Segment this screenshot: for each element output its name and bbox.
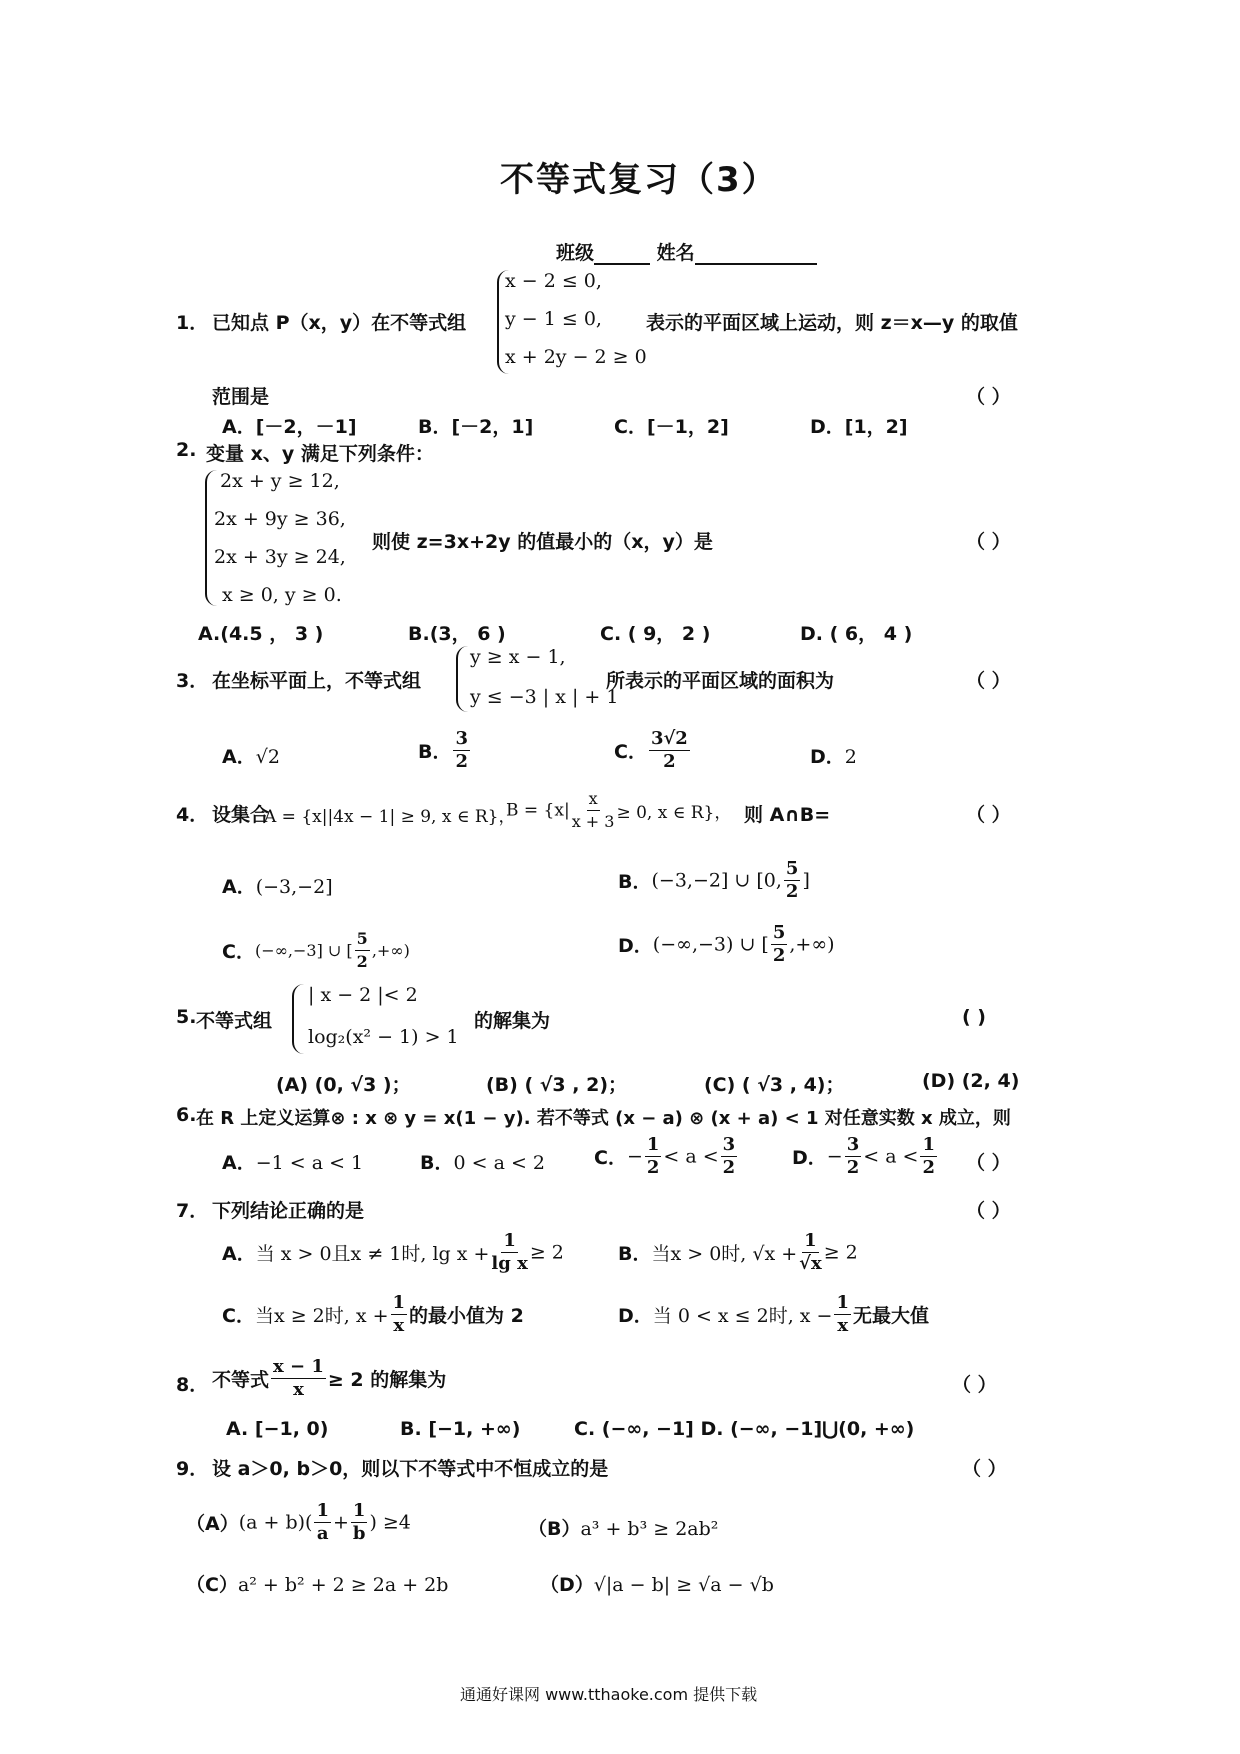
q7-option-a-label: A． bbox=[222, 1243, 256, 1265]
q4-text-b: 则 A∩B= bbox=[744, 804, 831, 826]
q3-brace bbox=[456, 646, 468, 712]
q4-option-c-label: C． bbox=[222, 941, 255, 963]
q6-answer-paren[interactable]: （ ） bbox=[966, 1152, 1011, 1174]
q9-option-b-value: a³ + b³ ≥ 2ab² bbox=[580, 1518, 719, 1540]
q1-option-b[interactable]: B．[－2，1] bbox=[418, 416, 534, 438]
q9-option-d-value: √|a − b| ≥ √a − √b bbox=[593, 1574, 774, 1596]
q4-set-b: B = {x| $\frac{x}{x + 3}$ ≥ 0, x ∈ R}， bbox=[506, 789, 732, 831]
q6-option-b[interactable] bbox=[420, 1148, 545, 1175]
q3-ineq-2: y ≤ −3 | x | + 1 bbox=[470, 686, 619, 708]
q8-option-a[interactable]: A. [−1, 0) bbox=[226, 1418, 329, 1440]
q7-number: 7． bbox=[176, 1200, 209, 1222]
q9-answer-paren[interactable]: （ ） bbox=[962, 1458, 1007, 1480]
q2-number: 2. bbox=[176, 439, 197, 461]
q4-option-d-label: D． bbox=[618, 935, 653, 957]
q4-set-b-frac: $\frac{x}{x + 3}$ bbox=[571, 789, 615, 831]
name-blank[interactable] bbox=[695, 243, 817, 265]
q2-option-d[interactable]: D. ( 6， 4 ) bbox=[800, 623, 913, 645]
q8-answer-paren[interactable]: （ ） bbox=[952, 1374, 997, 1396]
q6-option-d-frac-2: $\frac{1}{2}$ bbox=[922, 1134, 936, 1178]
q2-ineq-1: 2x + y ≥ 12, bbox=[220, 470, 340, 492]
q3-option-a[interactable] bbox=[222, 742, 280, 769]
q4-option-c[interactable]: C．(−∞,−3] ∪ [ $\frac{5}{2}$ ,+∞) bbox=[222, 929, 410, 971]
q2-text-b: 则使 z=3x+2y 的值最小的（x，y）是 bbox=[372, 531, 713, 553]
q9-option-d-label: （D） bbox=[540, 1574, 594, 1596]
q9-option-a[interactable]: （A）(a + b)( $\frac{1}{a}$ + $\frac{1}{b}$ ) ≥4 bbox=[186, 1500, 411, 1544]
q4-answer-paren[interactable]: （ ） bbox=[966, 804, 1011, 826]
q6-text: 在 R 上定义运算⊗ : x ⊗ y = x(1 − y). 若不等式 (x − a) ⊗ (x + a) < 1 对任意实数 x 成立，则 bbox=[196, 1108, 1011, 1129]
q4-option-a[interactable] bbox=[222, 872, 333, 899]
q3-text: 在坐标平面上，不等式组 bbox=[212, 670, 422, 692]
q4-option-a-value: (−3,−2] bbox=[255, 876, 333, 898]
q9-option-c-value: a² + b² + 2 ≥ 2a + 2b bbox=[237, 1574, 449, 1596]
q9-option-a-frac-2: $\frac{1}{b}$ bbox=[352, 1500, 366, 1544]
q5-option-a[interactable]: (A) (0, √3 )； bbox=[276, 1074, 411, 1096]
q4-number: 4． bbox=[176, 804, 209, 826]
q3-option-b-label: B． bbox=[418, 741, 452, 763]
q2-ineq-4: x ≥ 0, y ≥ 0. bbox=[222, 584, 342, 606]
q2-ineq-2: 2x + 9y ≥ 36, bbox=[214, 508, 346, 530]
q6-option-a[interactable] bbox=[222, 1148, 363, 1175]
q3-option-b[interactable] bbox=[418, 728, 472, 773]
q1-text-b: 表示的平面区域上运动，则 z＝x—y 的取值 bbox=[646, 312, 1018, 334]
q4-text: 设集合 bbox=[212, 804, 270, 826]
q5-ineq-1: | x − 2 |< 2 bbox=[308, 984, 418, 1006]
q7-option-d-label: D． bbox=[618, 1305, 653, 1327]
q2-option-a[interactable]: A.(4.5 ， 3 ) bbox=[198, 623, 324, 645]
q9-option-b-label: （B） bbox=[528, 1518, 581, 1540]
q9-option-a-label: （A） bbox=[186, 1513, 239, 1535]
q5-number: 5. bbox=[176, 1006, 197, 1028]
q9-option-b[interactable] bbox=[528, 1514, 718, 1541]
q1-text: 已知点 P（x，y）在不等式组 bbox=[212, 312, 467, 334]
q5-option-d[interactable]: (D) (2, 4) bbox=[922, 1070, 1020, 1092]
class-name-line bbox=[556, 238, 817, 265]
q5-option-c[interactable]: (C) ( √3 , 4)； bbox=[704, 1074, 845, 1096]
q7-answer-paren[interactable]: （ ） bbox=[966, 1200, 1011, 1222]
q5-text-b: 的解集为 bbox=[474, 1010, 551, 1032]
q3-option-a-value: √2 bbox=[255, 746, 280, 768]
q9-option-a-frac-1: $\frac{1}{a}$ bbox=[316, 1500, 329, 1544]
q1-number: 1． bbox=[176, 312, 209, 334]
q1-text-c: 范围是 bbox=[212, 386, 270, 408]
q3-text-b: 所表示的平面区域的面积为 bbox=[606, 670, 835, 692]
q5-ineq-2: log₂(x² − 1) > 1 bbox=[308, 1026, 459, 1048]
q4-option-c-frac: $\frac{5}{2}$ bbox=[356, 929, 368, 971]
name-label: 姓名 bbox=[656, 242, 695, 264]
q3-ineq-1: y ≥ x − 1, bbox=[470, 646, 566, 668]
q8-frac: $\frac{x - 1}{x}$ bbox=[273, 1356, 324, 1400]
q1-option-a[interactable]: A．[－2，－1] bbox=[222, 416, 357, 438]
q6-option-c-frac-1: $\frac{1}{2}$ bbox=[646, 1134, 660, 1178]
q9-option-c[interactable] bbox=[186, 1570, 448, 1597]
q1-ineq-2: y − 1 ≤ 0, bbox=[505, 308, 602, 330]
q7-option-d-frac: $\frac{1}{x}$ bbox=[836, 1292, 849, 1336]
q6-option-c-label: C． bbox=[594, 1147, 627, 1169]
page-footer: 通通好课网 www.tthaoke.com 提供下载 bbox=[460, 1685, 758, 1704]
q7-option-c[interactable]: C．当x ≥ 2时, x + $\frac{1}{x}$ 的最小值为 2 bbox=[222, 1292, 524, 1336]
q9-option-c-label: （C） bbox=[186, 1574, 238, 1596]
q7-option-c-frac: $\frac{1}{x}$ bbox=[392, 1292, 406, 1336]
q6-number: 6. bbox=[176, 1104, 197, 1126]
q6-option-c[interactable]: C．− $\frac{1}{2}$ < a < $\frac{3}{2}$ bbox=[594, 1134, 736, 1178]
q2-answer-paren[interactable]: （ ） bbox=[966, 531, 1011, 553]
q5-brace bbox=[292, 984, 304, 1054]
q3-option-c[interactable] bbox=[614, 728, 692, 773]
q2-brace bbox=[205, 470, 217, 606]
q4-set-a: A = {x||4x − 1| ≥ 9, x ∈ R}， bbox=[264, 807, 516, 827]
q6-option-c-frac-2: $\frac{3}{2}$ bbox=[722, 1134, 736, 1178]
q2-option-b[interactable]: B.(3， 6 ) bbox=[408, 623, 506, 645]
q8-text-b: ≥ 2 的解集为 bbox=[327, 1369, 447, 1391]
q7-option-a-frac: $\frac{1}{\text{lg x}}$ bbox=[491, 1230, 528, 1274]
q8-text-a: 不等式 bbox=[212, 1369, 270, 1391]
q1-answer-paren[interactable]: （ ） bbox=[966, 386, 1011, 408]
q6-option-d[interactable]: D．− $\frac{3}{2}$ < a < $\frac{1}{2}$ bbox=[792, 1134, 936, 1178]
q7-text: 下列结论正确的是 bbox=[212, 1200, 365, 1222]
q4-option-b-label: B． bbox=[618, 871, 652, 893]
q4-option-b-frac: $\frac{5}{2}$ bbox=[785, 858, 799, 902]
q6-option-a-label: A． bbox=[222, 1152, 256, 1174]
q8-option-c-d[interactable]: C. (−∞, −1] D. (−∞, −1]⋃(0, +∞) bbox=[574, 1418, 915, 1440]
q5-option-b[interactable]: (B) ( √3 , 2)； bbox=[486, 1074, 628, 1096]
q3-option-d-label: D． bbox=[810, 746, 845, 768]
q4-option-b[interactable]: B．(−3,−2] ∪ [0, $\frac{5}{2}$ ] bbox=[618, 858, 810, 902]
q7-option-a[interactable]: A．当 x > 0且x ≠ 1时, lg x + $\frac{1}{\text{lg x}}$ ≥ 2 bbox=[222, 1230, 564, 1274]
q1-option-d[interactable]: D．[1，2] bbox=[810, 416, 908, 438]
q9-number: 9． bbox=[176, 1458, 209, 1480]
page-title: 不等式复习（3） bbox=[500, 160, 778, 200]
q6-option-b-value: 0 < a < 2 bbox=[453, 1152, 545, 1174]
q6-option-a-value: −1 < a < 1 bbox=[255, 1152, 364, 1174]
q1-ineq-1: x − 2 ≤ 0, bbox=[505, 270, 602, 292]
class-label: 班级 bbox=[556, 242, 595, 264]
q8-option-b[interactable]: B. [−1, +∞) bbox=[400, 1418, 521, 1440]
q7-option-d[interactable]: D．当 0 < x ≤ 2时, x − $\frac{1}{x}$ 无最大值 bbox=[618, 1292, 930, 1336]
q1-option-c[interactable]: C．[－1，2] bbox=[614, 416, 729, 438]
q6-option-d-label: D． bbox=[792, 1147, 827, 1169]
q5-answer-paren[interactable]: ( ) bbox=[962, 1006, 986, 1028]
q1-ineq-3: x + 2y − 2 ≥ 0 bbox=[505, 346, 647, 368]
q3-number: 3． bbox=[176, 670, 209, 692]
q7-option-b-label: B． bbox=[618, 1243, 652, 1265]
q2-text: 变量 x、y 满足下列条件： bbox=[206, 443, 434, 465]
q3-option-b-frac: $\frac{3}{2}$ bbox=[455, 728, 469, 772]
q3-answer-paren[interactable]: （ ） bbox=[966, 670, 1011, 692]
class-blank[interactable] bbox=[594, 243, 650, 265]
q8-stem bbox=[212, 1356, 446, 1401]
q3-option-d[interactable] bbox=[810, 742, 857, 769]
q9-text: 设 a＞0, b＞0，则以下不等式中不恒成立的是 bbox=[212, 1458, 609, 1480]
q4-option-a-label: A． bbox=[222, 876, 256, 898]
q3-option-a-label: A． bbox=[222, 746, 256, 768]
q3-option-c-label: C． bbox=[614, 741, 647, 763]
q2-ineq-3: 2x + 3y ≥ 24, bbox=[214, 546, 346, 568]
q4-option-d-frac: $\frac{5}{2}$ bbox=[772, 922, 786, 966]
q2-option-c[interactable]: C. ( 9， 2 ) bbox=[600, 623, 711, 645]
q3-option-d-value: 2 bbox=[844, 746, 857, 768]
q8-number: 8． bbox=[176, 1374, 209, 1396]
q7-option-c-label: C． bbox=[222, 1305, 255, 1327]
q9-option-d[interactable] bbox=[540, 1570, 774, 1597]
q6-option-d-frac-1: $\frac{3}{2}$ bbox=[846, 1134, 860, 1178]
q7-option-b[interactable]: B．当x > 0时, √x + $\frac{1}{√x}$ ≥ 2 bbox=[618, 1230, 858, 1274]
q3-option-c-frac: $\frac{3√2}{2}$ bbox=[650, 728, 688, 772]
q5-text: 不等式组 bbox=[196, 1010, 273, 1032]
q7-option-b-frac: $\frac{1}{√x}$ bbox=[799, 1230, 822, 1274]
q6-option-b-label: B． bbox=[420, 1152, 454, 1174]
q4-option-d[interactable]: D．(−∞,−3) ∪ [ $\frac{5}{2}$ ,+∞) bbox=[618, 922, 835, 966]
